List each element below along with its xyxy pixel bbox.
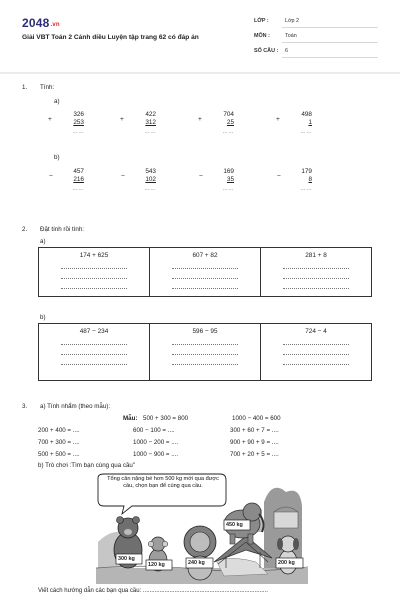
q2b-cell (150, 324, 261, 381)
q1-title: Tính: (40, 84, 55, 91)
q1-part-b-label: b) (54, 154, 60, 161)
meta-value-count: 6 (285, 48, 288, 54)
q2b-cell (261, 324, 372, 381)
weight-label-bear: 300 kg (118, 556, 135, 562)
q1-number: 1. (22, 84, 28, 91)
q1a-problem-1: 326 253 …… + (48, 111, 84, 135)
q1a-problem-4: 498 1 …… + (276, 111, 312, 135)
meta-line (282, 57, 378, 58)
meta-label-subject: MÔN : (254, 33, 270, 39)
q1a-problem-3: 704 25 …… + (198, 111, 234, 135)
q2-title: Đặt tính rồi tính: (40, 226, 85, 233)
q3-row2-col3: 900 + 90 + 9 = .... (230, 439, 279, 446)
meta-value-subject: Toán (285, 33, 297, 39)
q2a-cell (261, 248, 372, 297)
meta-label-class: LỚP : (254, 18, 269, 24)
meta-line (282, 27, 378, 28)
q2a-expression-2: 607 + 82 (192, 252, 218, 259)
q3-row1-col1: 200 + 400 = .... (38, 427, 80, 434)
q2a-table (38, 247, 372, 297)
document-title: Giải VBT Toán 2 Cánh diều Luyện tập trang 62 có đáp án (22, 34, 199, 41)
q1b-problem-4: 179 8 …… − (277, 168, 312, 192)
q3-row3-col3: 700 + 20 + 5 = .... (230, 451, 279, 458)
q1b-problem-3: 169 35 …… − (199, 168, 234, 192)
q3-row3-col1: 500 + 500 = .... (38, 451, 80, 458)
q3-number: 3. (22, 403, 28, 410)
q3-part-b-title: b) Trò chơi :Tìm bạn cùng qua cầu" (38, 462, 136, 469)
q1a-problem-2: 422 312 …… + (120, 111, 156, 135)
speech-bubble-text: Tổng cân nặng bé hơn 500 kg mới qua được cầu, chọn bạn để cùng qua cầu. (107, 476, 219, 489)
q3-row2-col1: 700 + 300 = .... (38, 439, 80, 446)
weight-label-lion: 240 kg (188, 560, 205, 566)
weight-label-elephant: 450 kg (226, 522, 243, 528)
meta-label-count: SỐ CÂU : (254, 48, 279, 54)
q3-footer-instruction: Viết cách hướng dẫn các bạn qua cầu: ........................................................................... (38, 588, 268, 594)
q1b-problem-1: 457 216 …… − (49, 168, 84, 192)
q3-sample-2: 1000 − 400 = 600 (232, 415, 281, 422)
q1b-problem-2: 543 102 …… − (121, 168, 156, 192)
q3-sample-1: 500 + 300 = 800 (143, 415, 189, 422)
weight-label-monkey: 120 kg (148, 562, 165, 568)
meta-value-class: Lớp 2 (285, 18, 300, 24)
header-separator (0, 72, 400, 74)
q2b-cell (39, 324, 150, 381)
q2a-expression-3: 281 + 8 (305, 252, 327, 259)
q2a-cell (150, 248, 261, 297)
q2-part-a-label: a) (40, 238, 46, 245)
q2a-cell (39, 248, 150, 297)
q2-number: 2. (22, 226, 28, 233)
q3-row3-col2: 1000 − 900 = .... (133, 451, 179, 458)
site-logo[interactable]: 2048.vn (22, 16, 60, 30)
q2b-table (38, 323, 372, 381)
meta-line (282, 42, 378, 43)
q2b-expression-2: 596 − 95 (192, 328, 218, 335)
q3-part-a-title: a) Tính nhẩm (theo mẫu): (40, 403, 111, 410)
q3-sample-label: Mẫu: (123, 415, 138, 422)
q2b-expression-3: 724 − 4 (305, 328, 327, 335)
q1-part-a-label: a) (54, 98, 60, 105)
q3-row1-col3: 300 + 60 + 7 = .... (230, 427, 279, 434)
q2-part-b-label: b) (40, 314, 46, 321)
q3-row2-col2: 1000 − 200 = .... (133, 439, 179, 446)
weight-label-dog: 200 kg (278, 560, 295, 566)
q2b-expression-1: 487 − 234 (79, 328, 109, 335)
q3-row1-col2: 600 − 100 = .... (133, 427, 175, 434)
q2a-expression-1: 174 + 625 (79, 252, 109, 259)
